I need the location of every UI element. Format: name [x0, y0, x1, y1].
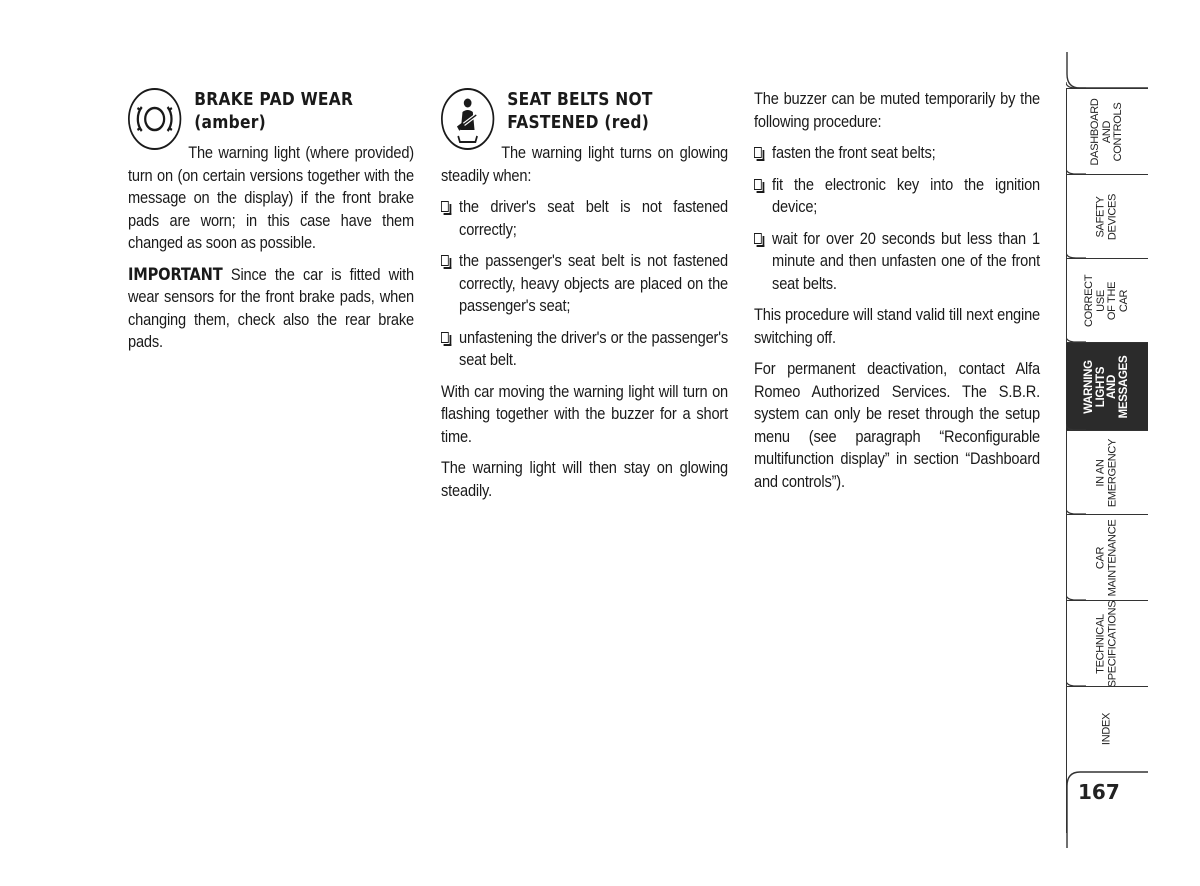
tab-technical-specifications[interactable] [1066, 600, 1148, 686]
list-item-text: unfastening the driver's or the passenger's seat belt. [459, 327, 728, 369]
tab-in-an-emergency[interactable] [1066, 430, 1148, 514]
tab-corner [1066, 424, 1086, 436]
tab-label: CORRECT USE OF THE CAR [1083, 274, 1130, 327]
tab-corner [1066, 508, 1086, 520]
tab-corner [1066, 336, 1086, 348]
brake-pad-wear-icon [128, 88, 181, 150]
section-tabs [1066, 52, 1200, 842]
seat-belt-conditions [441, 196, 728, 372]
title-line-2: FASTENED (red) [507, 112, 650, 133]
tab-label: TECHNICAL SPECIFICATIONS [1094, 600, 1118, 687]
tab-label: CAR MAINTENANCE [1094, 519, 1118, 596]
tab-correct-use-of-the-car[interactable] [1066, 258, 1148, 342]
important-text: Since the car is fitted with wear sensors for the front brake pads, when changing them, check also the rear brake pads. [128, 264, 414, 351]
tab-corner [1066, 82, 1086, 94]
tab-safety-devices[interactable] [1066, 174, 1148, 258]
title-line-1: SEAT BELTS NOT [507, 89, 653, 110]
paragraph: This procedure will stand valid till next engine switching off. [754, 305, 1040, 347]
list-item-text: the driver's seat belt is not fastened correctly; [459, 197, 728, 239]
brake-pad-section [128, 88, 414, 363]
tab-corner [1066, 168, 1086, 180]
seat-belt-title [507, 88, 653, 134]
checkbox-bullet-icon [754, 179, 762, 190]
buzzer-intro: The buzzer can be muted temporarily by the following procedure: [754, 89, 1040, 131]
checkbox-bullet-icon [754, 233, 762, 244]
tab-label: SAFETY DEVICES [1094, 193, 1118, 240]
list-item-text: fit the electronic key into the ignition device; [772, 174, 1040, 216]
checkbox-bullet-icon [441, 255, 449, 266]
list-item-text: the passenger's seat belt is not fastened correctly, heavy objects are placed on the passenger's seat; [459, 251, 728, 315]
list-item-text: fasten the front seat belts; [772, 143, 936, 162]
list-item-text: wait for over 20 seconds but less than 1 minute and then unfasten one of the front seat belts. [772, 228, 1040, 293]
list-item [754, 174, 1040, 219]
seat-belt-section [441, 88, 728, 511]
buzzer-procedure [754, 142, 1040, 295]
paragraph: The warning light will then stay on glowing steadily. [441, 458, 728, 500]
checkbox-bullet-icon [441, 201, 449, 212]
paragraph: For permanent deactivation, contact Alfa Romeo Authorized Services. The S.B.R. system can only be reset through the setup menu (see paragraph “Reconfigurable multifunction display” in section “Dashboard and controls”). [754, 359, 1040, 491]
tab-corner [1066, 594, 1086, 606]
important-label: IMPORTANT [128, 264, 223, 285]
list-item [754, 142, 1040, 165]
list-item [754, 228, 1040, 296]
list-item [441, 196, 728, 241]
tab-index[interactable] [1066, 686, 1148, 770]
brake-pad-lead: The warning light (where provided) turn on (on certain versions together with the message on the display) if the front brake pads are worn; in this case have them changed as soon as possible. [128, 143, 414, 252]
tab-label: INDEX [1100, 712, 1113, 745]
tab-label: IN AN EMERGENCY [1094, 438, 1118, 507]
checkbox-bullet-icon [441, 332, 449, 343]
tab-dashboard-and-controls[interactable] [1066, 88, 1148, 174]
list-item [441, 250, 728, 318]
tab-car-maintenance[interactable] [1066, 514, 1148, 600]
important-note [128, 264, 414, 354]
seat-belt-header [441, 88, 728, 154]
tab-label: WARNING LIGHTS AND MESSAGES [1083, 355, 1130, 418]
checkbox-bullet-icon [754, 147, 762, 158]
seat-belt-lead: The warning light turns on glowing steadily when: [441, 143, 728, 185]
list-item [441, 327, 728, 372]
title-line-2: (amber) [194, 112, 266, 133]
paragraph: With car moving the warning light will turn on flashing together with the buzzer for a short time. [441, 381, 728, 446]
page-number: 167 [1078, 780, 1120, 804]
tab-warning-lights-and-messages[interactable] [1066, 342, 1148, 430]
brake-pad-header [128, 88, 414, 154]
title-line-1: BRAKE PAD WEAR [194, 89, 354, 110]
tab-corner [1066, 252, 1086, 264]
seat-belt-icon [441, 88, 494, 150]
brake-pad-title [194, 88, 353, 134]
tab-label: DASHBOARD AND CONTROLS [1088, 98, 1124, 165]
tab-corner [1066, 680, 1086, 692]
buzzer-section [754, 88, 1040, 502]
